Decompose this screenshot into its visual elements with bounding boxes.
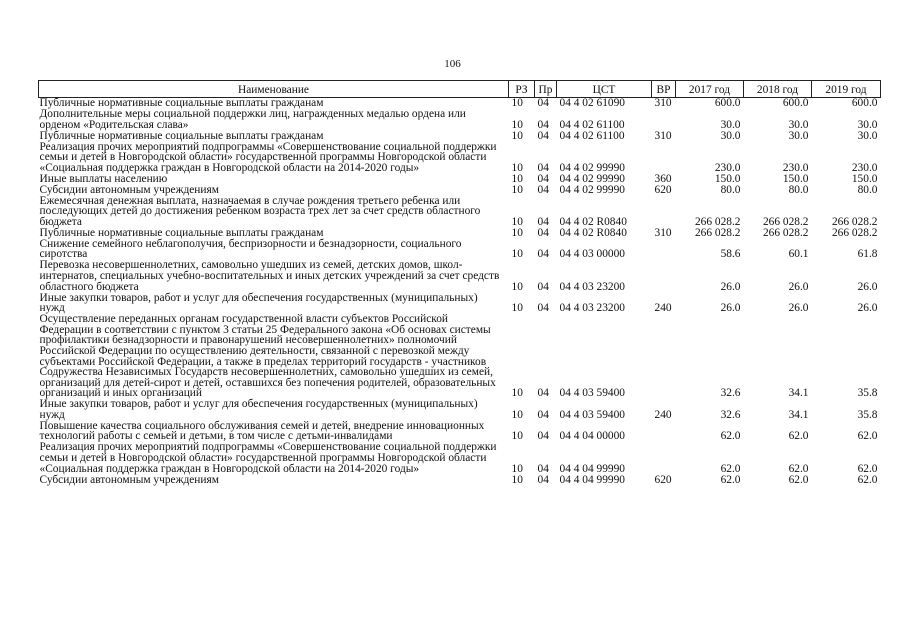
row-name: Перевозка несовершеннолетних, самовольно ушедших из семей, детских домов, школ-интернатов, специальных учебно-воспитательных и иных детских учреждений за счет средств областного бюджета [39,259,500,293]
row-cst: 04 4 02 99990 [559,172,625,185]
table-row [39,260,881,292]
row-pr: 04 [537,183,549,196]
row-value-2017: 266 028.2 [694,215,741,228]
row-rz: 10 [511,302,523,315]
row-value-2018: 60.1 [788,248,809,261]
row-pr: 04 [537,430,549,443]
row-value-2018: 600.0 [782,97,809,109]
row-cst: 04 4 02 R0840 [559,215,627,228]
row-rz: 10 [511,473,523,486]
page-number: 106 [444,58,461,70]
row-value-2018: 30.0 [788,129,809,142]
row-name: Дополнительные меры социальной поддержки лиц, награжденных медалью ордена или орденом «Родительская слава» [39,107,466,131]
table-row [39,399,881,421]
row-cst: 04 4 04 00000 [559,430,625,443]
row-value-2017: 80.0 [720,183,741,196]
row-value-2017: 600.0 [714,97,741,109]
row-vr [652,142,676,174]
row-vr: 310 [654,226,672,239]
row-rz: 10 [511,248,523,261]
row-cst: 04 4 03 23200 [559,280,625,293]
row-name: Субсидии автономным учреждениям [39,473,219,486]
row-pr: 04 [537,118,549,131]
table-row [39,293,881,315]
row-value-2018: 230.0 [782,161,809,174]
header-name: Наименование [39,81,509,98]
table-row [39,142,881,174]
row-value-2018: 62.0 [788,473,809,486]
row-value-2019: 80.0 [857,183,878,196]
row-vr: 620 [654,183,672,196]
row-cst: 04 4 02 99990 [559,183,625,196]
row-vr [652,196,676,228]
row-value-2017: 26.0 [720,302,741,315]
row-value-2019: 35.8 [857,408,878,421]
row-pr: 04 [537,408,549,421]
row-name: Иные закупки товаров, работ и услуг для обеспечения государственных (муниципальных) нужд [39,291,478,315]
row-name: Ежемесячная денежная выплата, назначаемая в случае рождения третьего ребенка или последующих детей до достижения ребенком возраста трех лет за счет средств областного бюджета [39,194,481,228]
row-value-2017: 266 028.2 [694,226,741,239]
row-value-2018: 26.0 [788,302,809,315]
row-vr [652,314,676,399]
row-vr: 240 [654,408,672,421]
table-row [39,196,881,228]
row-value-2017: 30.0 [720,118,741,131]
row-rz: 10 [511,280,523,293]
row-vr: 310 [654,129,672,142]
row-value-2019: 30.0 [857,129,878,142]
row-pr: 04 [537,473,549,486]
row-rz: 10 [511,430,523,443]
row-value-2018: 150.0 [782,172,809,185]
row-name: Субсидии автономным учреждениям [39,183,219,196]
row-cst: 04 4 02 61100 [559,118,625,131]
row-vr: 620 [654,473,672,486]
row-name: Реализация прочих мероприятий подпрограммы «Совершенствование социальной поддержки семьи и детей в Новгородской области» государственной программы Новгородской области «Социальная поддержка граждан в Новгородской области на 2014-2020 годы» [39,441,497,475]
row-pr: 04 [537,462,549,475]
row-cst: 04 4 03 00000 [559,248,625,261]
row-value-2019: 26.0 [857,302,878,315]
row-name: Иные закупки товаров, работ и услуг для обеспечения государственных (муниципальных) нужд [39,398,478,421]
row-rz: 10 [511,215,523,228]
row-pr: 04 [537,129,549,142]
row-vr: 240 [654,302,672,315]
row-name: Публичные нормативные социальные выплаты гражданам [39,226,324,239]
row-value-2019: 62.0 [857,462,878,475]
row-value-2018: 266 028.2 [762,226,809,239]
header-rz: РЗ [509,81,535,98]
row-pr: 04 [537,226,549,239]
row-pr: 04 [537,161,549,174]
table-row [39,421,881,443]
row-rz: 10 [511,183,523,196]
row-rz: 10 [511,408,523,421]
row-value-2017: 62.0 [720,430,741,443]
row-value-2019: 266 028.2 [831,226,878,239]
row-cst: 04 4 02 R0840 [559,226,627,239]
table-row [39,314,881,399]
row-cst: 04 4 02 61100 [559,129,625,142]
row-value-2018: 62.0 [788,462,809,475]
row-value-2019: 266 028.2 [831,215,878,228]
row-value-2018: 34.1 [788,387,809,400]
row-value-2017: 32.6 [720,387,741,400]
row-cst: 04 4 02 61090 [559,97,625,109]
row-cst: 04 4 04 99990 [559,462,625,475]
row-value-2019: 35.8 [857,387,878,400]
row-value-2019: 62.0 [857,430,878,443]
table-row [39,442,881,474]
table-row [39,475,881,486]
row-pr: 04 [537,302,549,315]
header-2017: 2017 год [676,81,744,98]
row-value-2018: 62.0 [788,430,809,443]
row-value-2019: 30.0 [857,118,878,131]
table-row [39,131,881,142]
row-cst: 04 4 02 99990 [559,161,625,174]
row-name: Осуществление переданных органам государственной власти субъектов Российской Федерации в соответствии с пунктом 3 статьи 25 Федерального закона «Об основах системы профилактики безнадзорности и правонарушений несовершеннолетних» полномочий Российской Федерации по осуществлению деятельности, связанной с перевозкой между субъектами Российской Федерации, а также в пределах территорий государств - участников Содружества Независимых Государств несовершеннолетних, самовольно ушедших из семей, организаций для детей-сирот и детей, оставшихся без попечения родителей, образовательных организаций и иных организаций [39,313,496,400]
row-value-2017: 26.0 [720,280,741,293]
budget-table [38,80,881,486]
row-value-2017: 230.0 [714,161,741,174]
row-pr: 04 [537,215,549,228]
row-value-2019: 150.0 [851,172,878,185]
header-2018: 2018 год [744,81,812,98]
row-value-2018: 34.1 [788,408,809,421]
table-row [39,239,881,261]
row-value-2018: 26.0 [788,280,809,293]
row-pr: 04 [537,387,549,400]
table-header-row [39,81,881,98]
row-value-2017: 58.6 [720,248,741,261]
row-pr: 04 [537,280,549,293]
row-cst: 04 4 03 59400 [559,408,625,421]
table-body [39,98,881,486]
row-vr [652,442,676,474]
row-value-2019: 26.0 [857,280,878,293]
row-vr [652,239,676,261]
row-cst: 04 4 03 23200 [559,302,625,315]
row-name: Снижение семейного неблагополучия, беспризорности и безнадзорности, социального сиротства [39,237,462,261]
row-rz: 10 [511,462,523,475]
row-name: Иные выплаты населению [39,172,168,185]
row-vr [652,109,676,131]
row-cst: 04 4 04 99990 [559,473,625,486]
row-rz: 10 [511,118,523,131]
row-value-2019: 600.0 [851,97,878,109]
table-row [39,109,881,131]
row-pr: 04 [537,97,549,109]
header-cst: ЦСТ [557,81,652,98]
row-rz: 10 [511,387,523,400]
row-value-2017: 150.0 [714,172,741,185]
row-name: Публичные нормативные социальные выплаты гражданам [39,129,324,142]
row-vr [652,421,676,443]
row-rz: 10 [511,172,523,185]
header-2019: 2019 год [812,81,881,98]
row-rz: 10 [511,97,523,109]
row-value-2017: 30.0 [720,129,741,142]
row-value-2017: 62.0 [720,462,741,475]
row-value-2017: 62.0 [720,473,741,486]
row-cst: 04 4 03 59400 [559,387,625,400]
row-value-2018: 80.0 [788,183,809,196]
row-value-2019: 62.0 [857,473,878,486]
row-value-2018: 266 028.2 [762,215,809,228]
header-vr: ВР [652,81,676,98]
row-name: Повышение качества социального обслуживания семей и детей, внедрение инновационных технологий работы с семьей и детьми, в том числе с детьми-инвалидами [39,419,485,443]
row-name: Публичные нормативные социальные выплаты гражданам [39,97,324,109]
row-vr: 310 [654,97,672,109]
row-value-2017: 32.6 [720,408,741,421]
row-rz: 10 [511,161,523,174]
row-value-2019: 61.8 [857,248,878,261]
row-value-2019: 230.0 [851,161,878,174]
row-rz: 10 [511,129,523,142]
row-vr [652,260,676,292]
row-pr: 04 [537,172,549,185]
row-pr: 04 [537,248,549,261]
row-name: Реализация прочих мероприятий подпрограммы «Совершенствование социальной поддержки семьи и детей в Новгородской области» государственной программы Новгородской области «Социальная поддержка граждан в Новгородской области на 2014-2020 годы» [39,140,497,174]
header-pr: Пр [535,81,557,98]
row-rz: 10 [511,226,523,239]
row-value-2018: 30.0 [788,118,809,131]
row-vr: 360 [654,172,672,185]
